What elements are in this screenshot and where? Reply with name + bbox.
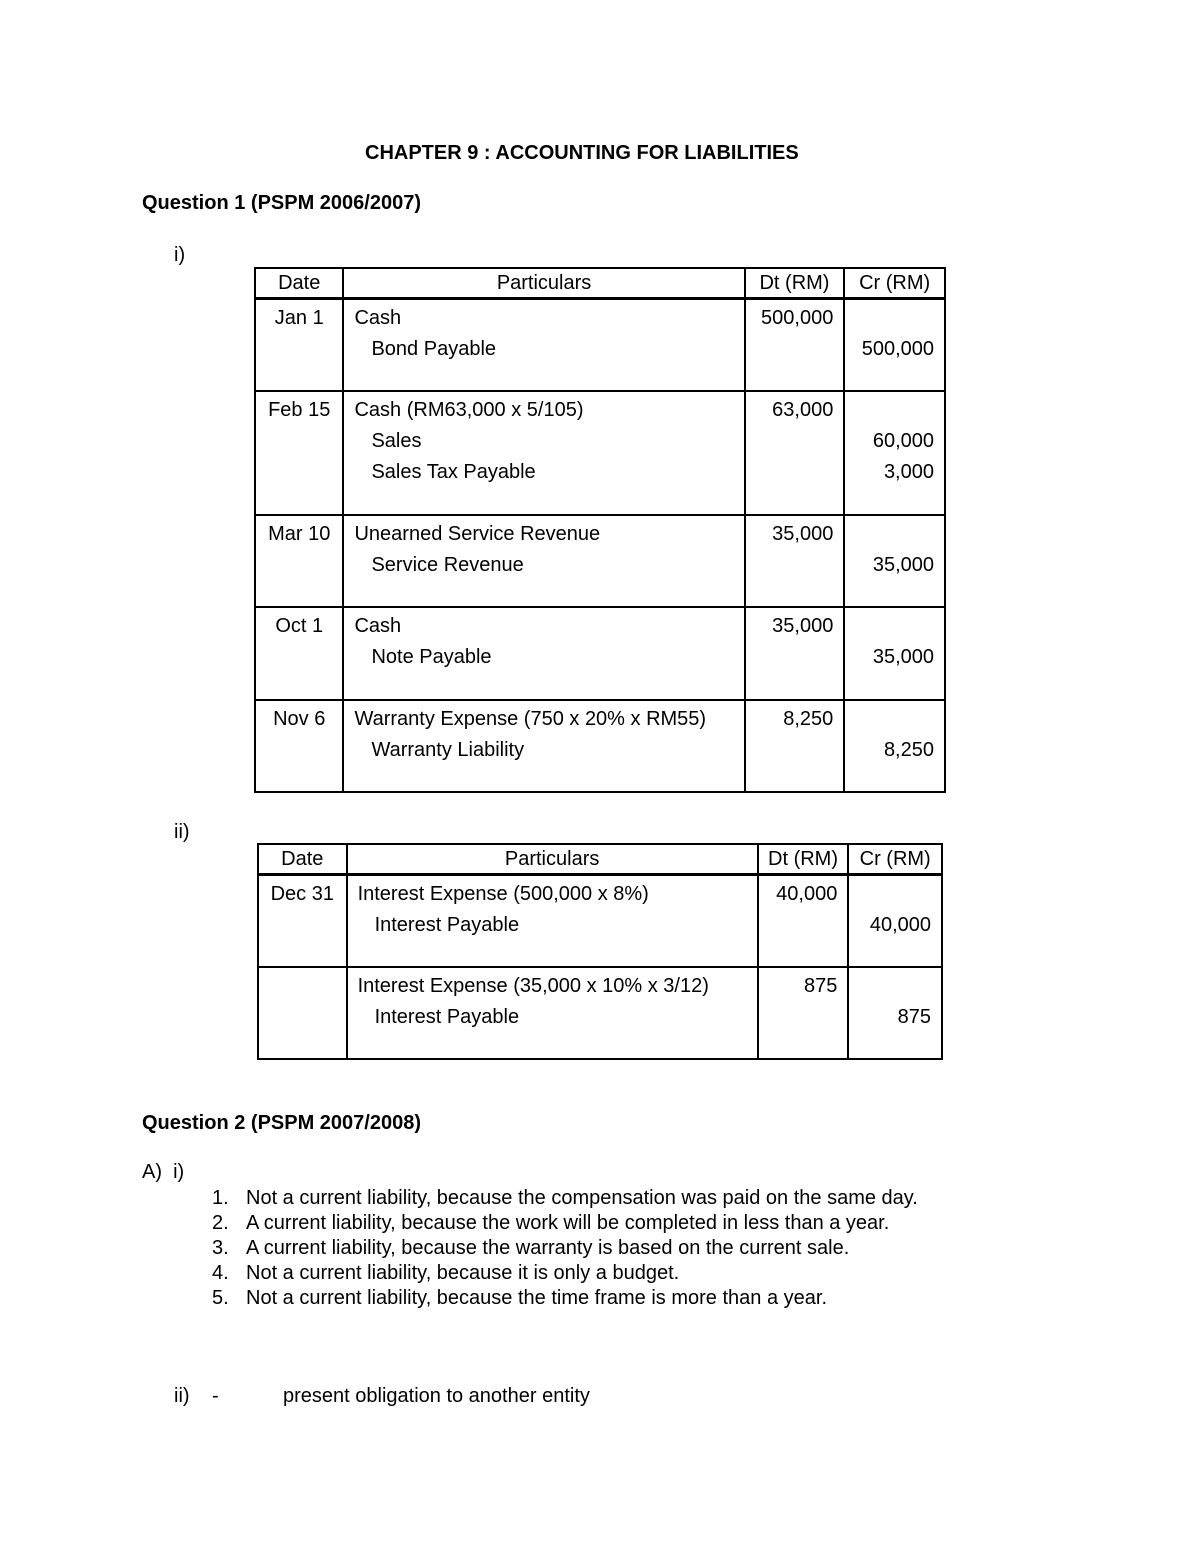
table-row (258, 967, 942, 1059)
entry-date: Oct 1 (275, 614, 324, 637)
table-row (258, 875, 942, 967)
entry-date (259, 971, 346, 1002)
entry-date: Jan 1 (274, 307, 324, 329)
question-1-heading: Question 1 (PSPM 2006/2007) (142, 192, 422, 214)
list-item (212, 1261, 918, 1286)
credit-amount: 875 (897, 1005, 931, 1028)
credit-amount: 60,000 (872, 429, 934, 452)
question-2-heading: Question 2 (PSPM 2007/2008) (142, 1112, 422, 1134)
debit-account: Interest Expense (35,000 x 10% x 3/12) (357, 974, 709, 997)
table-row (255, 391, 945, 515)
credit-account: Note Payable (371, 645, 492, 668)
col-header-cr: Cr (RM) (848, 844, 942, 875)
credit-amount: 40,000 (869, 914, 931, 936)
list-item (212, 1286, 918, 1311)
answer-list (212, 1186, 918, 1311)
credit-amount: 500,000 (861, 338, 934, 360)
item-text: Not a current liability, because the time frame is more than a year. (246, 1287, 828, 1309)
col-header-dt: Dt (RM) (745, 268, 845, 299)
credit-account: Interest Payable (374, 1005, 520, 1028)
table-row (255, 607, 945, 700)
credit-account: Sales (371, 429, 422, 452)
part-i-label: i) (174, 244, 186, 266)
debit-account: Cash (354, 614, 402, 637)
debit-account: Interest Expense (500,000 x 8%) (357, 883, 649, 905)
item-number: 4. (212, 1262, 229, 1284)
credit-account: Warranty Liability (371, 738, 525, 761)
credit-account: Sales Tax Payable (371, 460, 536, 483)
debit-account: Cash (RM63,000 x 5/105) (354, 398, 584, 421)
table-row (255, 700, 945, 792)
page-title: CHAPTER 9 : ACCOUNTING FOR LIABILITIES (365, 142, 799, 164)
debit-account: Unearned Service Revenue (354, 522, 601, 545)
entry-date: Dec 31 (270, 883, 334, 905)
item-number: 5. (212, 1287, 229, 1309)
entry-date: Nov 6 (273, 707, 326, 730)
credit-amount: 8,250 (883, 738, 934, 761)
item-number: 3. (212, 1237, 229, 1259)
part-ii-label: ii) (174, 821, 190, 843)
item-number: 2. (212, 1212, 229, 1234)
part-a-i-label: A) i) (142, 1161, 185, 1183)
col-header-date: Date (255, 268, 343, 299)
credit-amount: 35,000 (872, 645, 934, 668)
credit-account: Service Revenue (371, 553, 524, 576)
item-text: A current liability, because the work will be completed in less than a year. (246, 1212, 890, 1234)
col-header-dt: Dt (RM) (758, 844, 849, 875)
debit-amount: 35,000 (772, 522, 834, 545)
bullet-dash: - (212, 1385, 219, 1407)
item-text: Not a current liability, because it is only a budget. (246, 1262, 680, 1284)
list-item (212, 1211, 918, 1236)
credit-amount: 3,000 (883, 460, 934, 483)
obligation-text: present obligation to another entity (283, 1385, 590, 1407)
journal-table-2 (257, 843, 943, 1060)
col-header-cr: Cr (RM) (844, 268, 945, 299)
credit-account: Bond Payable (371, 338, 497, 360)
table-row (255, 299, 945, 391)
table-row (255, 515, 945, 607)
debit-account: Cash (354, 307, 402, 329)
entry-date: Feb 15 (268, 398, 331, 421)
credit-account: Interest Payable (374, 914, 520, 936)
debit-amount: 40,000 (776, 883, 838, 905)
debit-amount: 875 (803, 974, 838, 997)
item-text: A current liability, because the warranty is based on the current sale. (246, 1237, 850, 1259)
entry-date: Mar 10 (268, 522, 331, 545)
item-number: 1. (212, 1187, 229, 1209)
journal-table-1 (254, 267, 946, 793)
debit-amount: 500,000 (761, 307, 834, 329)
part-ii-label-q2: ii) (174, 1385, 190, 1407)
col-header-particulars: Particulars (343, 268, 744, 299)
debit-amount: 8,250 (783, 707, 834, 730)
debit-account: Warranty Expense (750 x 20% x RM55) (354, 707, 707, 730)
credit-amount: 35,000 (872, 553, 934, 576)
col-header-date: Date (258, 844, 347, 875)
debit-amount: 35,000 (772, 614, 834, 637)
item-text: Not a current liability, because the compensation was paid on the same day. (246, 1187, 918, 1209)
col-header-particulars: Particulars (347, 844, 758, 875)
list-item (212, 1186, 918, 1211)
list-item (212, 1236, 918, 1261)
debit-amount: 63,000 (772, 398, 834, 421)
